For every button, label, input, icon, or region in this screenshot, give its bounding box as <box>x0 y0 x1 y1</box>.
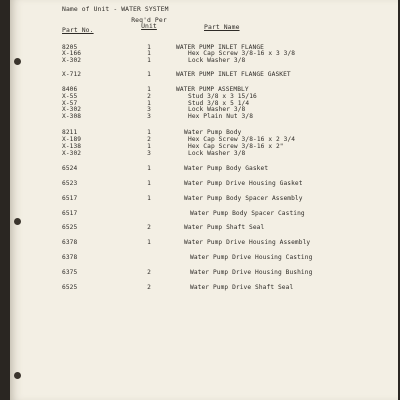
quantity-required: 3 <box>147 113 151 120</box>
part-number: 8205 <box>62 44 78 51</box>
part-name: Water Pump Drive Housing Assembly <box>184 239 311 246</box>
binder-hole <box>14 58 21 65</box>
binder-holes <box>10 0 30 400</box>
part-number: 6517 <box>62 195 78 202</box>
part-number: 6378 <box>62 239 78 246</box>
part-number: X-166 <box>62 50 82 57</box>
part-name: Water Pump Body <box>184 129 242 136</box>
part-number: 6378 <box>62 254 78 261</box>
part-number: 6524 <box>62 165 78 172</box>
part-name: WATER PUMP ASSEMBLY <box>176 86 249 93</box>
part-name: Water Pump Body Spacer Casting <box>190 210 305 217</box>
part-name: Water Pump Shaft Seal <box>184 224 265 231</box>
part-number: X-189 <box>62 136 82 143</box>
quantity-required: 2 <box>147 269 151 276</box>
part-number: X-302 <box>62 150 82 157</box>
quantity-required: 1 <box>147 100 151 107</box>
quantity-required: 2 <box>147 224 151 231</box>
part-name: Lock Washer 3/8 <box>188 106 246 113</box>
part-name: WATER PUMP INLET FLANGE GASKET <box>176 71 291 78</box>
part-number: 8406 <box>62 86 78 93</box>
part-number: X-302 <box>62 106 82 113</box>
part-name: Water Pump Drive Housing Casting <box>190 254 313 261</box>
quantity-required: 2 <box>147 136 151 143</box>
part-name: Water Pump Drive Housing Bushing <box>190 269 313 276</box>
quantity-required: 1 <box>147 86 151 93</box>
part-name: Stud 3/8 x 5 1/4 <box>188 100 250 107</box>
part-name: Water Pump Drive Housing Gasket <box>184 180 303 187</box>
part-number: 6517 <box>62 210 78 217</box>
part-name: Lock Washer 3/8 <box>188 150 246 157</box>
part-name: Water Pump Drive Shaft Seal <box>190 284 294 291</box>
part-name: Lock Washer 3/8 <box>188 57 246 64</box>
part-name: Hex Cap Screw 3/8-16 x 2 3/4 <box>188 136 296 143</box>
quantity-required: 3 <box>147 106 151 113</box>
part-no-header: Part No. <box>62 26 94 34</box>
part-name-header: Part Name <box>204 23 240 31</box>
part-name: Water Pump Body Spacer Assembly <box>184 195 303 202</box>
binder-hole <box>14 372 21 379</box>
quantity-required: 1 <box>147 239 151 246</box>
quantity-required: 1 <box>147 165 151 172</box>
part-name: Water Pump Body Gasket <box>184 165 269 172</box>
document-page <box>10 0 398 400</box>
part-name: WATER PUMP INLET FLANGE <box>176 44 264 51</box>
quantity-required: 1 <box>147 180 151 187</box>
binder-hole <box>14 218 21 225</box>
part-number: X-308 <box>62 113 82 120</box>
quantity-required: 1 <box>147 57 151 64</box>
part-number: X-712 <box>62 71 82 78</box>
part-number: X-55 <box>62 93 78 100</box>
part-name: Hex Cap Screw 3/8-16 x 3 3/8 <box>188 50 296 57</box>
reqd-per-header: Req'd Per <box>131 16 167 24</box>
part-number: 6523 <box>62 180 78 187</box>
part-name: Hex Cap Screw 3/8-16 x 2" <box>188 143 284 150</box>
quantity-required: 2 <box>147 93 151 100</box>
part-number: X-302 <box>62 57 82 64</box>
quantity-required: 1 <box>147 71 151 78</box>
quantity-required: 1 <box>147 143 151 150</box>
quantity-required: 2 <box>147 284 151 291</box>
quantity-required: 1 <box>147 44 151 51</box>
part-number: X-138 <box>62 143 82 150</box>
quantity-required: 3 <box>147 150 151 157</box>
part-number: X-57 <box>62 100 78 107</box>
part-number: 6375 <box>62 269 78 276</box>
quantity-required: 1 <box>147 50 151 57</box>
quantity-required: 1 <box>147 195 151 202</box>
unit-name-heading: Name of Unit - WATER SYSTEM <box>62 5 169 13</box>
quantity-required: 1 <box>147 129 151 136</box>
part-name: Hex Plain Nut 3/8 <box>188 113 254 120</box>
unit-header: Unit <box>141 22 157 30</box>
part-number: 6525 <box>62 224 78 231</box>
part-number: 6525 <box>62 284 78 291</box>
part-number: 8211 <box>62 129 78 136</box>
part-name: Stud 3/8 x 3 15/16 <box>188 93 257 100</box>
